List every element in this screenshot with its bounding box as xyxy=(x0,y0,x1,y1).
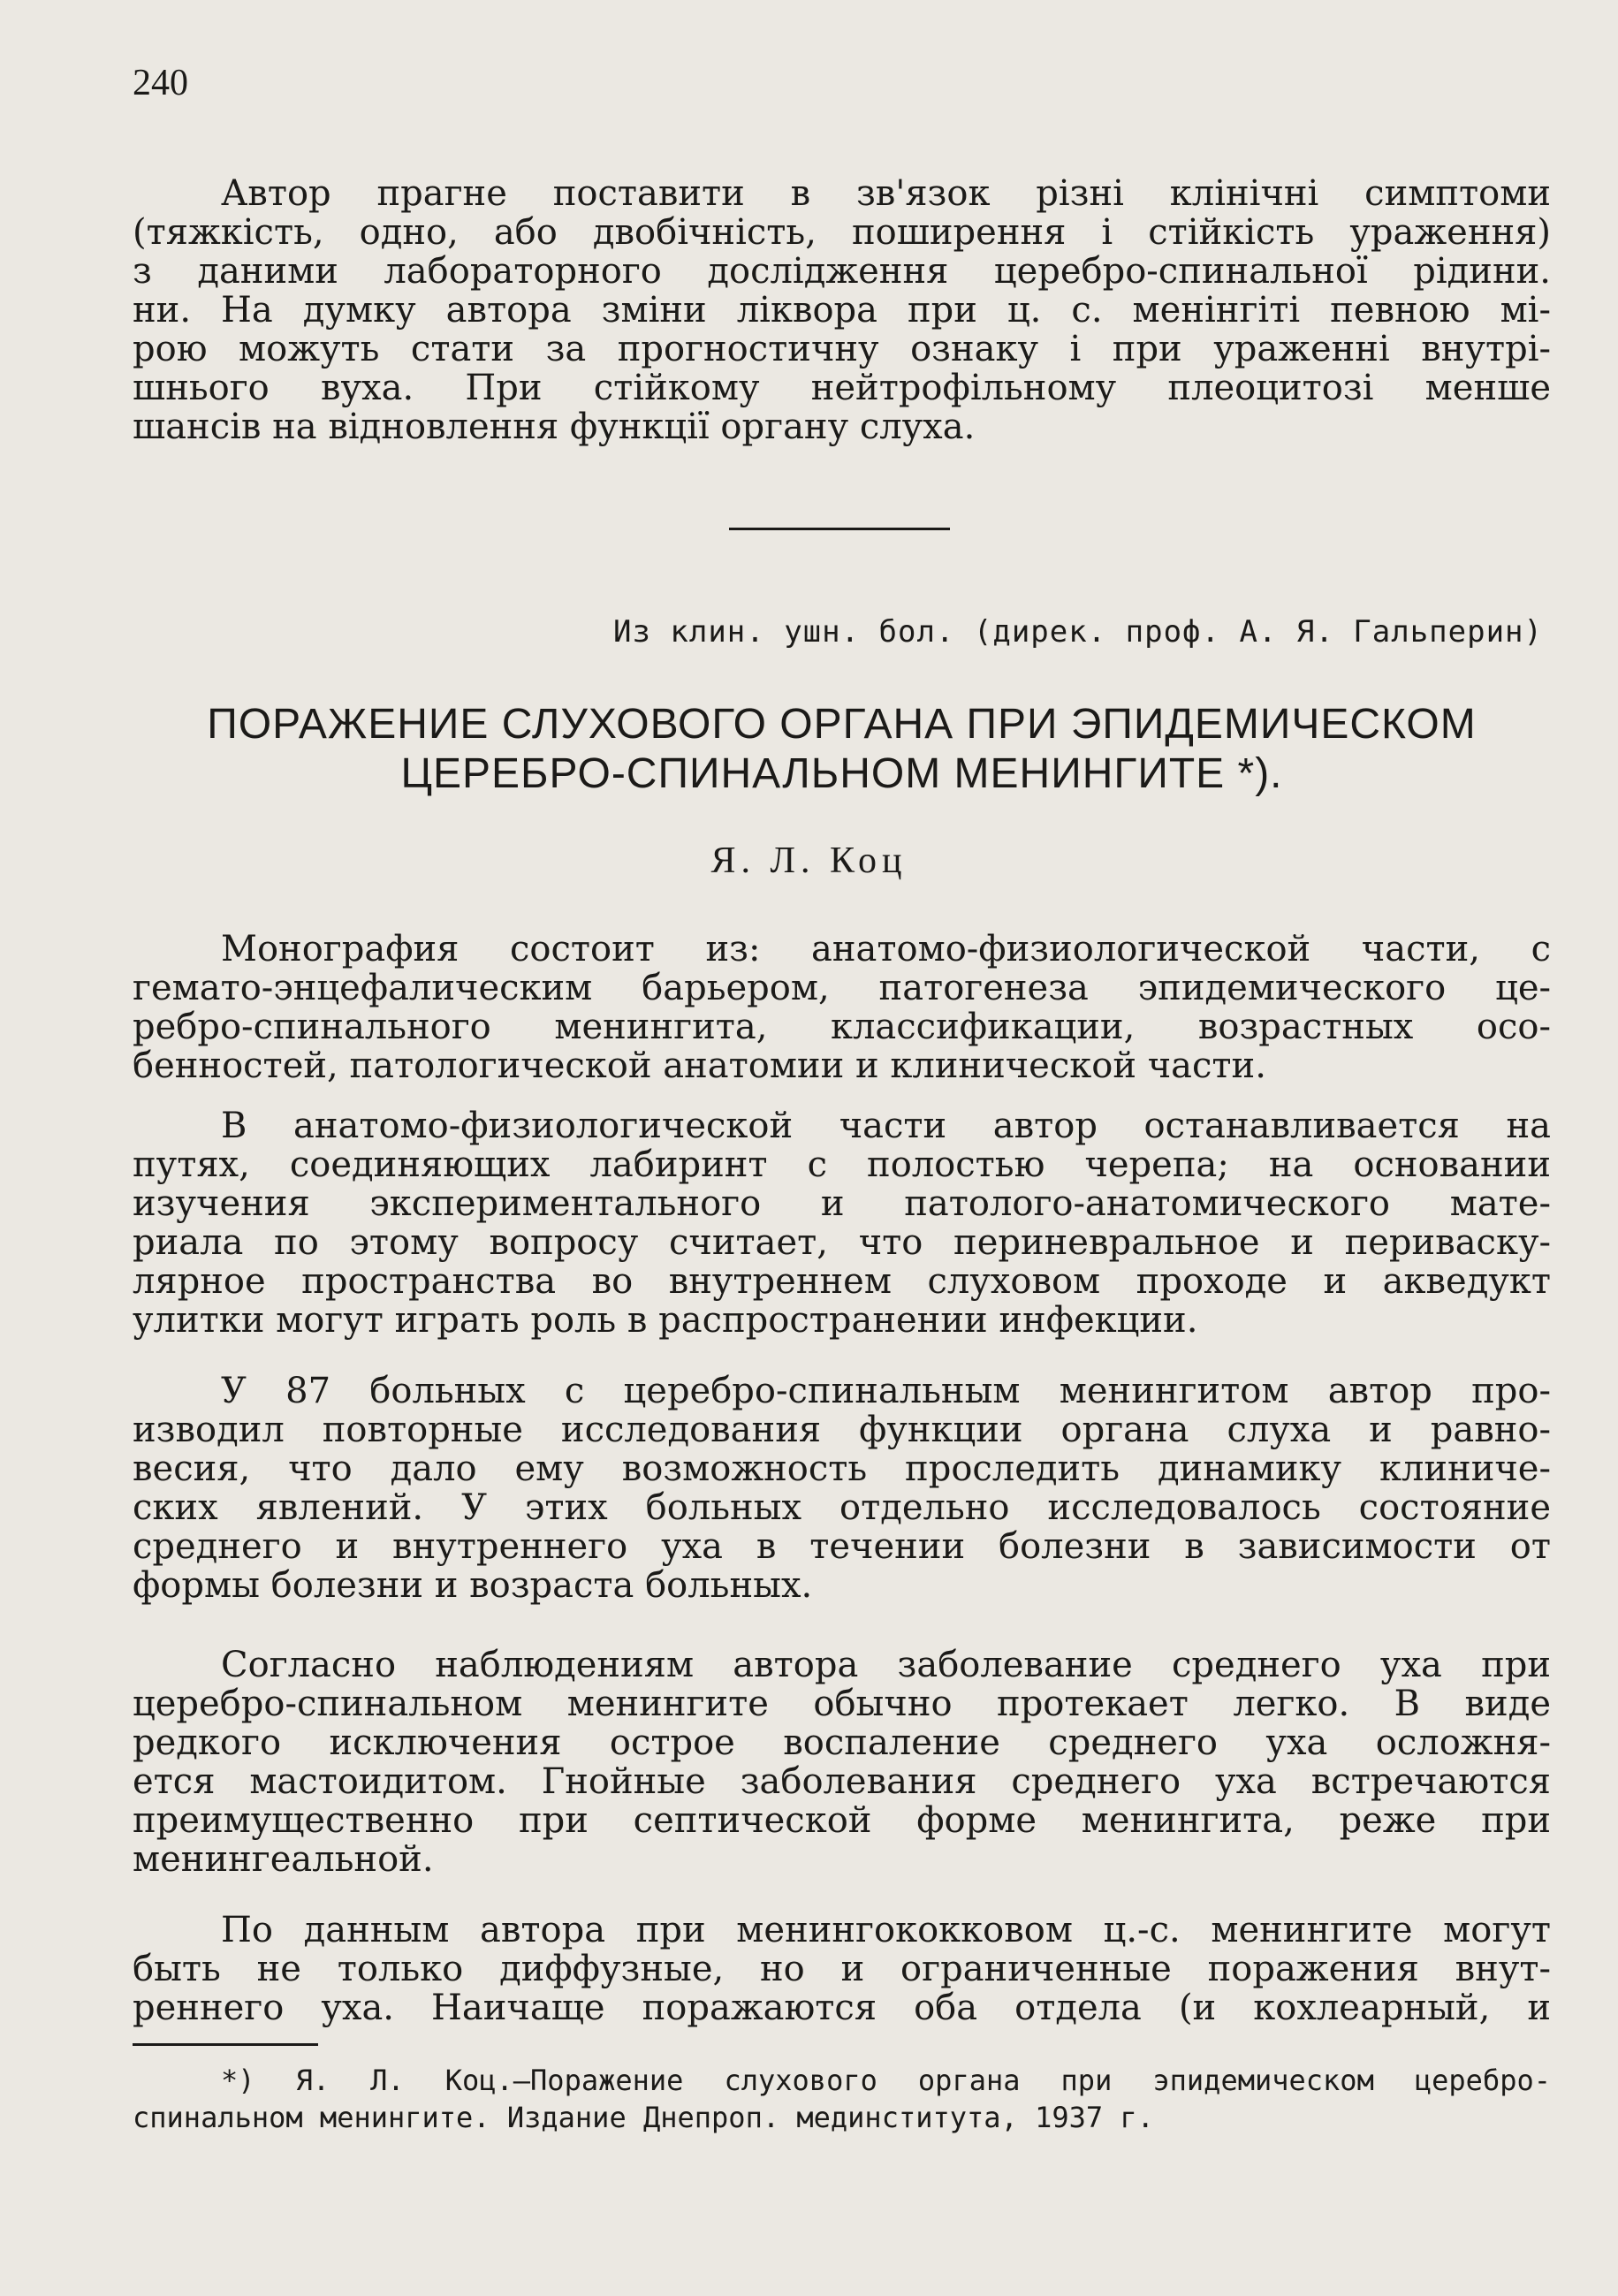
text-line: У 87 больных с церебро-спинальным менингитом автор про- xyxy=(221,1371,1551,1411)
text-line: В анатомо-физиологической части автор останавливается на xyxy=(221,1106,1551,1146)
footnote xyxy=(133,2062,1551,2136)
text-line: Монография состоит из: анатомо-физиологической части, с xyxy=(221,929,1551,969)
text-line: путях, соединяющих лабиринт с полостью черепа; на основании xyxy=(133,1144,1551,1185)
ukrainian-paragraph xyxy=(133,174,1551,446)
body-paragraph-1 xyxy=(133,930,1551,1085)
title-line-2: ЦЕРЕБРО-СПИНАЛЬНОМ МЕНИНГИТЕ *). xyxy=(400,750,1283,797)
text-line: (тяжкість, одно, або двобічність, поширення і стійкість ураження) xyxy=(133,212,1551,253)
text-line: рою можуть стати за прогностичну ознаку і при ураженні внутрі- xyxy=(133,329,1551,369)
text-line: Согласно наблюдениям автора заболевание среднего уха при xyxy=(221,1645,1551,1685)
body-paragraph-2 xyxy=(133,1106,1551,1340)
text-line: улитки могут играть роль в распространении инфекции. xyxy=(133,1300,1198,1341)
text-line: шансів на відновлення функції органу слуха. xyxy=(133,407,976,447)
footnote-divider xyxy=(133,2043,318,2046)
page-number: 240 xyxy=(133,63,188,103)
text-line: лярное пространства во внутреннем слуховом проходе и акведукт xyxy=(133,1261,1551,1302)
body-paragraph-3 xyxy=(133,1372,1551,1605)
article-title xyxy=(133,700,1551,799)
text-line: По данным автора при менингококковом ц.-с. менингите могут xyxy=(221,1910,1551,1950)
text-line: гемато-энцефалическим барьером, патогенеза эпидемического це- xyxy=(133,968,1551,1008)
footnote-line: спинальном менингите. Издание Днепроп. мединститута, 1937 г. xyxy=(133,2101,1154,2134)
text-line: преимущественно при септической форме менингита, реже при xyxy=(133,1800,1551,1841)
text-line: ется мастоидитом. Гнойные заболевания среднего уха встречаются xyxy=(133,1761,1551,1802)
text-line: церебро-спинальном менингите обычно протекает легко. В виде xyxy=(133,1684,1551,1724)
text-line: изучения экспериментального и патолого-анатомического мате- xyxy=(133,1183,1551,1224)
text-line: риала по этому вопросу считает, что периневральное и периваску- xyxy=(133,1222,1551,1263)
text-line: з даними лабораторного дослідження церебро-спинальної рідини. xyxy=(133,251,1551,292)
text-line: ни. На думку автора зміни ліквора при ц. с. менінгіті певною мі- xyxy=(133,290,1551,331)
section-divider xyxy=(729,528,950,530)
text-line: ребро-спинального менингита, классификации, возрастных осо- xyxy=(133,1007,1551,1047)
text-line: весия, что дало ему возможность проследить динамику клиниче- xyxy=(133,1448,1551,1489)
body-paragraph-4 xyxy=(133,1646,1551,1879)
text-line: Автор прагне поставити в зв'язок різні клінічні симптоми xyxy=(221,173,1551,214)
text-line: менингеальной. xyxy=(133,1839,434,1880)
text-line: бенностей, патологической анатомии и клинической части. xyxy=(133,1045,1266,1086)
footnote-line: *) Я. Л. Коц.—Поражение слухового органа при эпидемическом церебро- xyxy=(221,2064,1551,2097)
text-line: быть не только диффузные, но и ограниченные поражения внут- xyxy=(133,1949,1551,1989)
text-line: ских явлений. У этих больных отдельно исследовалось состояние xyxy=(133,1487,1551,1528)
text-line: реннего уха. Наичаще поражаются оба отдела (и кохлеарный, и xyxy=(133,1988,1551,2028)
article-author: Я. Л. Коц xyxy=(710,840,908,881)
title-line-1: ПОРАЖЕНИЕ СЛУХОВОГО ОРГАНА ПРИ ЭПИДЕМИЧЕСКОМ xyxy=(207,701,1477,748)
text-line: формы болезни и возраста больных. xyxy=(133,1565,813,1606)
text-line: редкого исключения острое воспаление среднего уха осложня- xyxy=(133,1722,1551,1763)
affiliation-note: Из клин. ушн. бол. (дирек. проф. А. Я. Гальперин) xyxy=(612,614,1543,650)
text-line: шнього вуха. При стійкому нейтрофільному плеоцитозі менше xyxy=(133,368,1551,408)
body-paragraph-5 xyxy=(133,1911,1551,2027)
text-line: среднего и внутреннего уха в течении болезни в зависимости от xyxy=(133,1526,1551,1567)
text-line: изводил повторные исследования функции органа слуха и равно- xyxy=(133,1410,1551,1450)
